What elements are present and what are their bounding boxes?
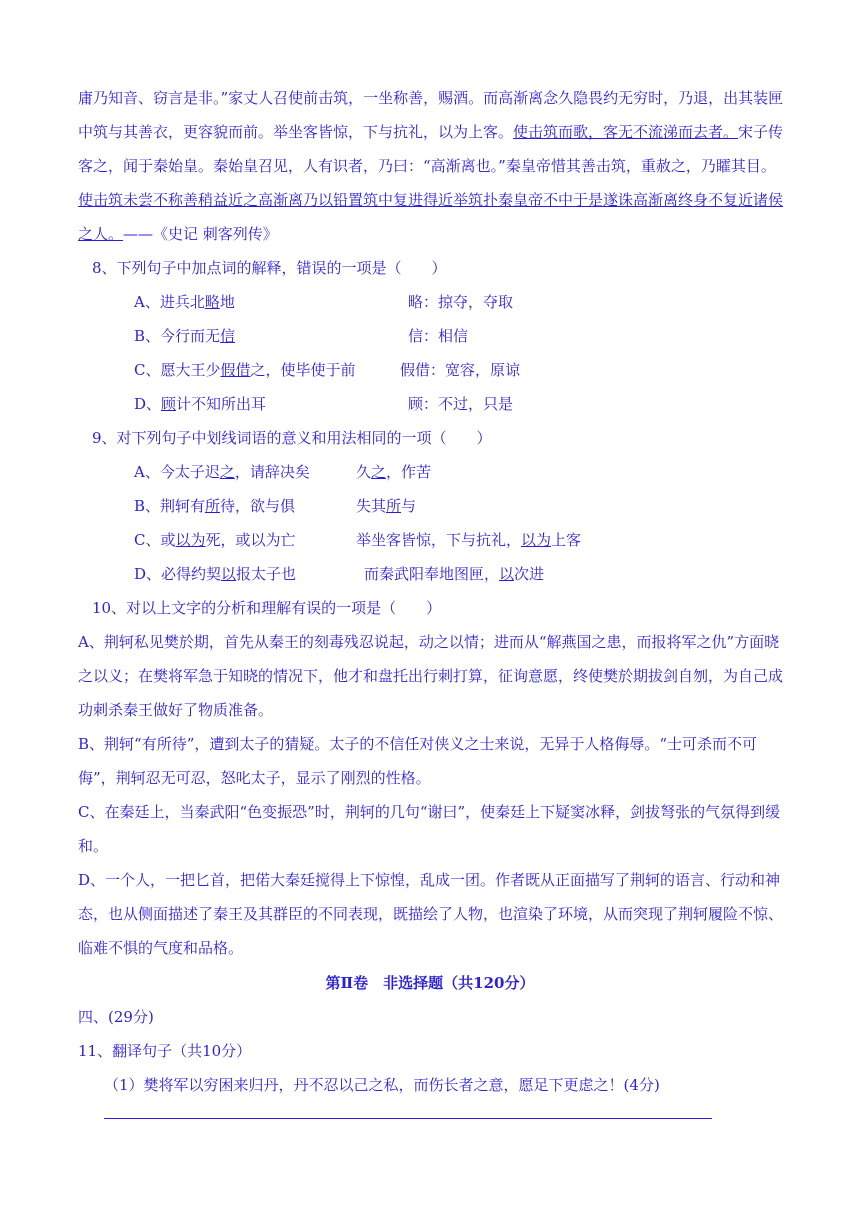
- question-9-option-d: [134, 557, 794, 591]
- part-4-heading: 四、(29分): [78, 1008, 154, 1026]
- option-sentence: C、愿大王少假借之，使毕使于前: [134, 361, 356, 379]
- question-10-option-d: D、一个人，一把匕首，把偌大秦廷搅得上下惊惶，乱成一团。作者既从正面描写了荆轲的语言、行动和神态，也从侧面描述了秦王及其群臣的不同表现，既描绘了人物，也渲染了环境，从而突现了荆轲履险不惊、临难不惧的气度和品格。: [78, 871, 784, 957]
- underlined-sentence: 使击筑而歌，客无不流涕而去者。: [513, 123, 739, 141]
- section-2-title: 第Ⅱ卷 非选择题（共120分）: [325, 974, 535, 992]
- option-sentence: B、荆轲有所待，欲与俱: [134, 497, 296, 515]
- underlined-sentence: 使击筑未尝不称善稍益近之高渐离乃以铅置筑中复进得近举筑扑秦皇帝不中于是遂诛高渐离终身不复近诸侯之人。: [78, 191, 784, 243]
- passage-text: 庸乃知音、窃言是非。”家丈人召使前击筑，一坐称善，赐酒。而高渐离念久隐畏约无穷时，乃退，出其装匣中筑与其善衣，更容貌而前。举坐客皆惊，下与抗礼，以为上客。: [78, 89, 784, 141]
- question-9-option-c: [134, 523, 794, 557]
- option-explanation: 信：相信: [408, 327, 469, 345]
- option-explanation: 略：掠夺，夺取: [408, 293, 514, 311]
- option-comparison: 久之，作苦: [356, 463, 432, 481]
- option-explanation: 假借：宽容，原谅: [400, 361, 521, 379]
- question-10-option-c: C、在秦廷上，当秦武阳“色变振恐”时，荆轲的几句“谢曰”，使秦廷上下疑窦冰释，剑拔弩张的气氛得到缓和。: [78, 803, 781, 855]
- option-comparison: 而秦武阳奉地图匣，以次进: [364, 565, 545, 583]
- passage-text: 宋子传客之，闻于秦始皇。秦始皇召见，人有识者，乃曰：“高渐离也。”秦皇帝惜其善击筑，重赦之，乃矐其目。: [78, 123, 784, 175]
- answer-line[interactable]: [104, 1118, 712, 1119]
- option-sentence: A、进兵北略地: [134, 293, 235, 311]
- option-explanation: 顾：不过，只是: [408, 395, 514, 413]
- passage-paragraph-1: [78, 81, 790, 251]
- question-11-1-prompt: （1）樊将军以穷困来归丹，丹不忍以己之私，而伤长者之意，愿足下更虑之！(4分): [104, 1076, 660, 1094]
- option-sentence: D、顾计不知所出耳: [134, 395, 267, 413]
- option-sentence: B、今行而无信: [134, 327, 236, 345]
- question-9-option-a: [134, 455, 794, 489]
- question-9-stem: 9、对下列句子中划线词语的意义和用法相同的一项（ ）: [92, 429, 492, 447]
- option-sentence: A、今太子迟之，请辞决矣: [134, 463, 310, 481]
- option-sentence: D、必得约契以报太子也: [134, 565, 297, 583]
- option-comparison: 举坐客皆惊，下与抗礼，以为上客: [356, 531, 582, 549]
- question-10-option-b: B、荆轲“有所待”，遭到太子的猜疑。太子的不信任对侠义之士来说，无异于人格侮辱。“士可杀而不可侮”，荆轲忍无可忍，怒叱太子，显示了刚烈的性格。: [78, 735, 758, 787]
- question-10-stem: 10、对以上文字的分析和理解有误的一项是（ ）: [92, 599, 442, 617]
- option-sentence: C、或以为死，或以为亡: [134, 531, 296, 549]
- question-8-option-c: [134, 353, 794, 387]
- question-8-stem: 8、下列句子中加点词的解释，错误的一项是（ ）: [92, 259, 447, 277]
- passage-source: ——《史记 刺客列传》: [123, 225, 278, 243]
- option-comparison: 失其所与: [356, 497, 417, 515]
- question-11-heading: 11、翻译句子（共10分）: [78, 1042, 252, 1060]
- question-9-option-b: [134, 489, 794, 523]
- question-10-option-a: A、荆轲私见樊於期，首先从秦王的刻毒残忍说起，动之以情；进而从“解燕国之患，而报将军之仇”方面晓之以义；在樊将军急于知晓的情况下，他才和盘托出行刺打算，征询意愿，终使樊於期拔剑自刎，为自己成功刺杀秦王做好了物质准备。: [78, 633, 784, 719]
- question-8-option-d: [134, 387, 794, 421]
- question-8-option-b: [134, 319, 794, 353]
- question-8-option-a: [134, 285, 794, 319]
